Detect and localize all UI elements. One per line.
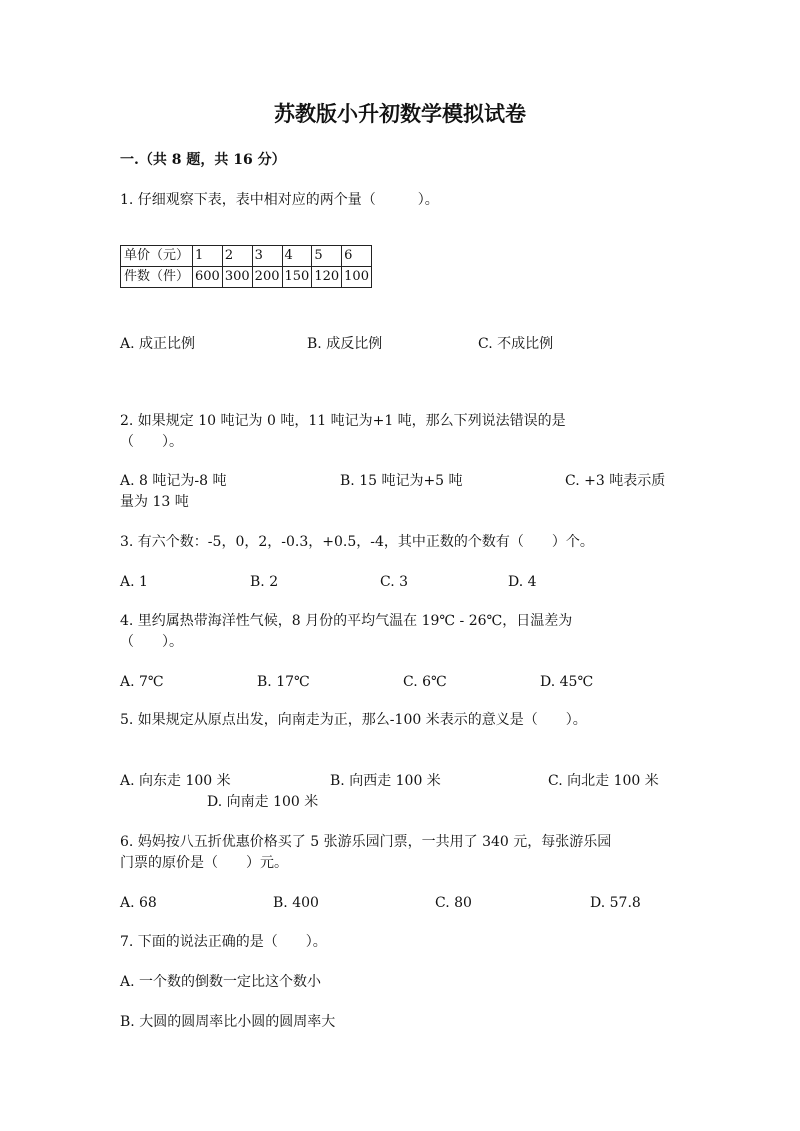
q1-option-c: C. 不成比例 xyxy=(478,336,554,352)
question-6-text-cont: 门票的原价是（ ）元。 xyxy=(120,855,288,871)
q7-option-b: B. 大圆的圆周率比小圆的圆周率大 xyxy=(120,1014,336,1030)
page-title: 苏教版小升初数学模拟试卷 xyxy=(274,101,526,126)
table-cell: 150 xyxy=(282,267,312,288)
question-2-text: 2. 如果规定 10 吨记为 0 吨，11 吨记为+1 吨，那么下列说法错误的是 xyxy=(120,413,566,429)
q2-option-c-cont: 量为 13 吨 xyxy=(120,494,189,510)
q1-option-a: A. 成正比例 xyxy=(120,336,196,352)
q3-option-a: A. 1 xyxy=(120,574,148,590)
question-5-text: 5. 如果规定从原点出发，向南走为正，那么-100 米表示的意义是（ ）。 xyxy=(120,712,587,728)
table-cell: 100 xyxy=(342,267,372,288)
table-cell: 1 xyxy=(193,246,223,267)
q5-option-d: D. 向南走 100 米 xyxy=(207,794,319,810)
table-row xyxy=(121,246,372,267)
table-row xyxy=(121,267,372,288)
question-4-text: 4. 里约属热带海洋性气候，8 月份的平均气温在 19℃ - 26℃，日温差为 xyxy=(120,613,573,629)
price-quantity-table xyxy=(120,245,372,288)
table-cell: 300 xyxy=(222,267,252,288)
question-7-text: 7. 下面的说法正确的是（ ）。 xyxy=(120,934,327,950)
question-2-text-cont: （ ）。 xyxy=(120,434,183,450)
table-cell: 5 xyxy=(312,246,342,267)
section-heading: 一.（共 8 题，共 16 分） xyxy=(120,152,286,168)
table-cell: 3 xyxy=(252,246,282,267)
question-1-text: 1. 仔细观察下表，表中相对应的两个量（ ）。 xyxy=(120,192,439,208)
q3-option-b: B. 2 xyxy=(250,574,279,590)
q4-option-a: A. 7℃ xyxy=(120,674,164,690)
q4-option-b: B. 17℃ xyxy=(257,674,310,690)
question-3-text: 3. 有六个数：-5，0，2，-0.3，+0.5，-4，其中正数的个数有（ ）个。 xyxy=(120,534,594,550)
question-6-text: 6. 妈妈按八五折优惠价格买了 5 张游乐园门票，一共用了 340 元，每张游乐园 xyxy=(120,834,612,850)
q7-option-a: A. 一个数的倒数一定比这个数小 xyxy=(120,974,322,990)
table-cell: 2 xyxy=(222,246,252,267)
q4-option-c: C. 6℃ xyxy=(403,674,447,690)
table-cell: 120 xyxy=(312,267,342,288)
q5-option-a: A. 向东走 100 米 xyxy=(120,773,231,789)
q3-option-c: C. 3 xyxy=(380,574,409,590)
q4-option-d: D. 45℃ xyxy=(540,674,594,690)
q6-option-a: A. 68 xyxy=(120,895,157,911)
table-cell: 4 xyxy=(282,246,312,267)
q5-option-c: C. 向北走 100 米 xyxy=(548,773,659,789)
q2-option-a: A. 8 吨记为-8 吨 xyxy=(120,473,227,489)
q3-option-d: D. 4 xyxy=(508,574,537,590)
table-cell: 单价（元） xyxy=(121,246,193,267)
q6-option-c: C. 80 xyxy=(435,895,472,911)
q6-option-d: D. 57.8 xyxy=(590,895,641,911)
table-cell: 6 xyxy=(342,246,372,267)
q2-option-c: C. +3 吨表示质 xyxy=(565,473,666,489)
q1-option-b: B. 成反比例 xyxy=(307,336,383,352)
table-cell: 件数（件） xyxy=(121,267,193,288)
q5-option-b: B. 向西走 100 米 xyxy=(330,773,441,789)
q2-option-b: B. 15 吨记为+5 吨 xyxy=(340,473,463,489)
q6-option-b: B. 400 xyxy=(273,895,319,911)
question-4-text-cont: （ ）。 xyxy=(120,634,183,650)
table-cell: 200 xyxy=(252,267,282,288)
table-cell: 600 xyxy=(193,267,223,288)
